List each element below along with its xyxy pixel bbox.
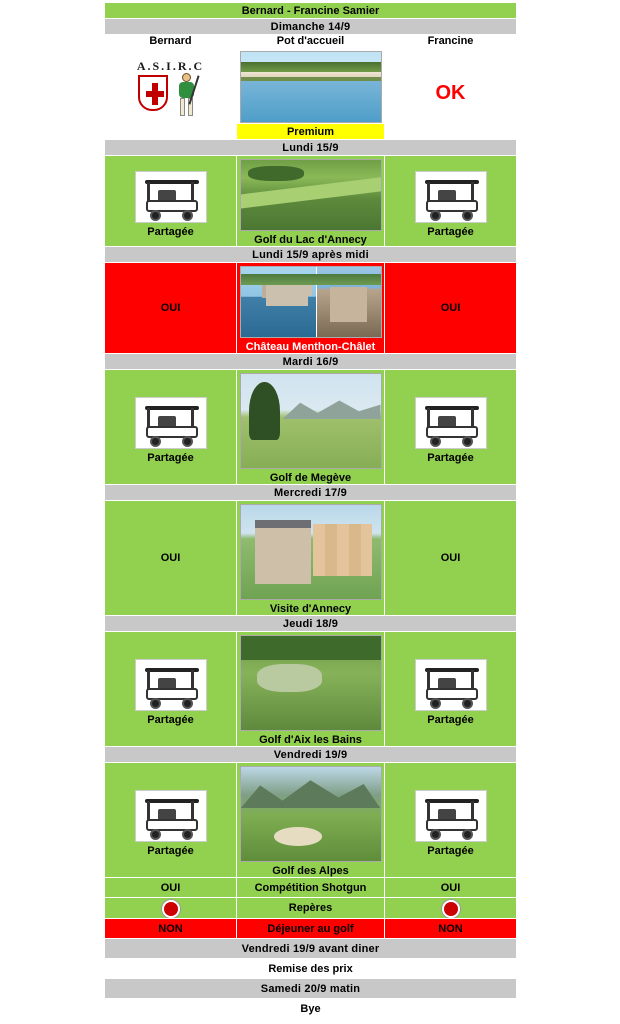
cell-asirc-logo (105, 48, 237, 140)
golf-cart-icon (415, 790, 487, 842)
table-row (105, 632, 517, 747)
cell-golf-lac-annecy (237, 156, 385, 247)
table-row (105, 898, 517, 919)
megeve-photo (240, 373, 382, 469)
table-row (105, 156, 517, 247)
cell-cart-right-vendredi (385, 763, 517, 878)
cell-cart-right-jeudi (385, 632, 517, 747)
golf-cart-icon (135, 790, 207, 842)
cell-pot-accueil-label: Pot d'accueil (237, 35, 385, 48)
cell-cart-left-lundi (105, 156, 237, 247)
day-header-mercredi: Mercredi 17/9 (105, 485, 517, 501)
day-header-lundi: Lundi 15/9 (105, 140, 517, 156)
activity-label-lundi-apm: Château Menthon-Châlet (245, 341, 376, 353)
cell-golf-megeve (237, 370, 385, 485)
table-row (105, 616, 517, 632)
cell-reperes-right (385, 898, 517, 919)
activity-label-vendredi: Golf des Alpes (272, 865, 349, 877)
cell-visite-annecy (237, 501, 385, 616)
table-row (105, 878, 517, 898)
cell-chateau-menthon (237, 263, 385, 354)
table-row (105, 354, 517, 370)
golf-cart-icon (135, 659, 207, 711)
hotel-lake-photo (240, 51, 382, 123)
cell-golf-aix (237, 632, 385, 747)
table-row (105, 19, 517, 35)
cart-status-left: Partagée (147, 225, 194, 238)
asirc-letters: A.S.I.R.C (136, 58, 205, 73)
golf-des-alpes-photo (240, 766, 382, 862)
cell-cart-right-mardi (385, 370, 517, 485)
table-row (105, 140, 517, 156)
cell-francine-label: Francine (385, 35, 517, 48)
cell-shotgun-right: OUI (385, 878, 517, 898)
footer-remise-des-prix: Remise des prix (105, 959, 517, 979)
table-row (105, 979, 517, 999)
table-row (105, 370, 517, 485)
table-row (105, 919, 517, 939)
day-header-jeudi: Jeudi 18/9 (105, 616, 517, 632)
red-dot-icon (162, 900, 180, 918)
golf-cart-icon (135, 397, 207, 449)
cell-oui-left-lundi-apm: OUI (105, 263, 237, 354)
cell-bernard-label: Bernard (105, 35, 237, 48)
cell-reperes-left (105, 898, 237, 919)
golf-cart-icon (135, 171, 207, 223)
cart-status-right: Partagée (427, 844, 474, 857)
cart-status-left: Partagée (147, 451, 194, 464)
cell-shotgun-left: OUI (105, 878, 237, 898)
golf-aerial-photo (240, 159, 382, 231)
table-row (105, 999, 517, 1019)
golf-cart-icon (415, 659, 487, 711)
golf-cart-icon (415, 397, 487, 449)
cell-dejeuner-right: NON (385, 919, 517, 939)
premium-badge: Premium (237, 124, 385, 140)
table-row (105, 501, 517, 616)
activity-label-mercredi: Visite d'Annecy (269, 603, 352, 615)
cell-cart-left-vendredi (105, 763, 237, 878)
table-row (105, 939, 517, 959)
cell-oui-right-mercredi: OUI (385, 501, 517, 616)
table-row (105, 35, 517, 48)
day-header-mardi: Mardi 16/9 (105, 354, 517, 370)
table-row (105, 3, 517, 19)
aix-les-bains-photo (240, 635, 382, 731)
golfer-icon (176, 73, 198, 119)
annecy-canal-photo (240, 504, 382, 600)
day-header-lundi-apm: Lundi 15/9 après midi (105, 247, 517, 263)
golf-cart-icon (415, 171, 487, 223)
day-header-vendredi: Vendredi 19/9 (105, 747, 517, 763)
page-title: Bernard - Francine Samier (105, 3, 517, 19)
table-row (105, 747, 517, 763)
activity-label-jeudi: Golf d'Aix les Bains (259, 734, 362, 746)
activity-label-mardi: Golf de Megève (269, 472, 352, 484)
activity-label-lundi: Golf du Lac d'Annecy (254, 234, 367, 246)
cell-reperes-label: Repères (237, 898, 385, 919)
cell-francine-ok (385, 48, 517, 140)
asirc-logo (118, 57, 224, 135)
cell-dejeuner-left: NON (105, 919, 237, 939)
cart-status-left: Partagée (147, 844, 194, 857)
planning-table (104, 2, 517, 1019)
cart-status-right: Partagée (427, 225, 474, 238)
chalet-photo (316, 267, 380, 337)
cell-oui-left-mercredi: OUI (105, 501, 237, 616)
cell-golf-alpes (237, 763, 385, 878)
castle-lake-photo (240, 266, 382, 338)
footer-header-vendredi-diner: Vendredi 19/9 avant diner (105, 939, 517, 959)
cell-hotel-photo (237, 48, 385, 124)
cart-status-right: Partagée (427, 451, 474, 464)
cell-cart-right-lundi (385, 156, 517, 247)
table-row (105, 485, 517, 501)
table-row (105, 48, 517, 124)
table-row (105, 247, 517, 263)
footer-bye: Bye (105, 999, 517, 1019)
table-row (105, 959, 517, 979)
table-row (105, 763, 517, 878)
day-header-dimanche: Dimanche 14/9 (105, 19, 517, 35)
table-row (105, 263, 517, 354)
cart-status-right: Partagée (427, 713, 474, 726)
cell-dejeuner-label: Déjeuner au golf (237, 919, 385, 939)
ok-status: OK (435, 82, 466, 104)
cell-cart-left-jeudi (105, 632, 237, 747)
cart-status-left: Partagée (147, 713, 194, 726)
shield-icon (138, 75, 168, 111)
footer-header-samedi: Samedi 20/9 matin (105, 979, 517, 999)
cell-oui-right-lundi-apm: OUI (385, 263, 517, 354)
red-dot-icon (442, 900, 460, 918)
cell-cart-left-mardi (105, 370, 237, 485)
cell-shotgun-label: Compétition Shotgun (237, 878, 385, 898)
